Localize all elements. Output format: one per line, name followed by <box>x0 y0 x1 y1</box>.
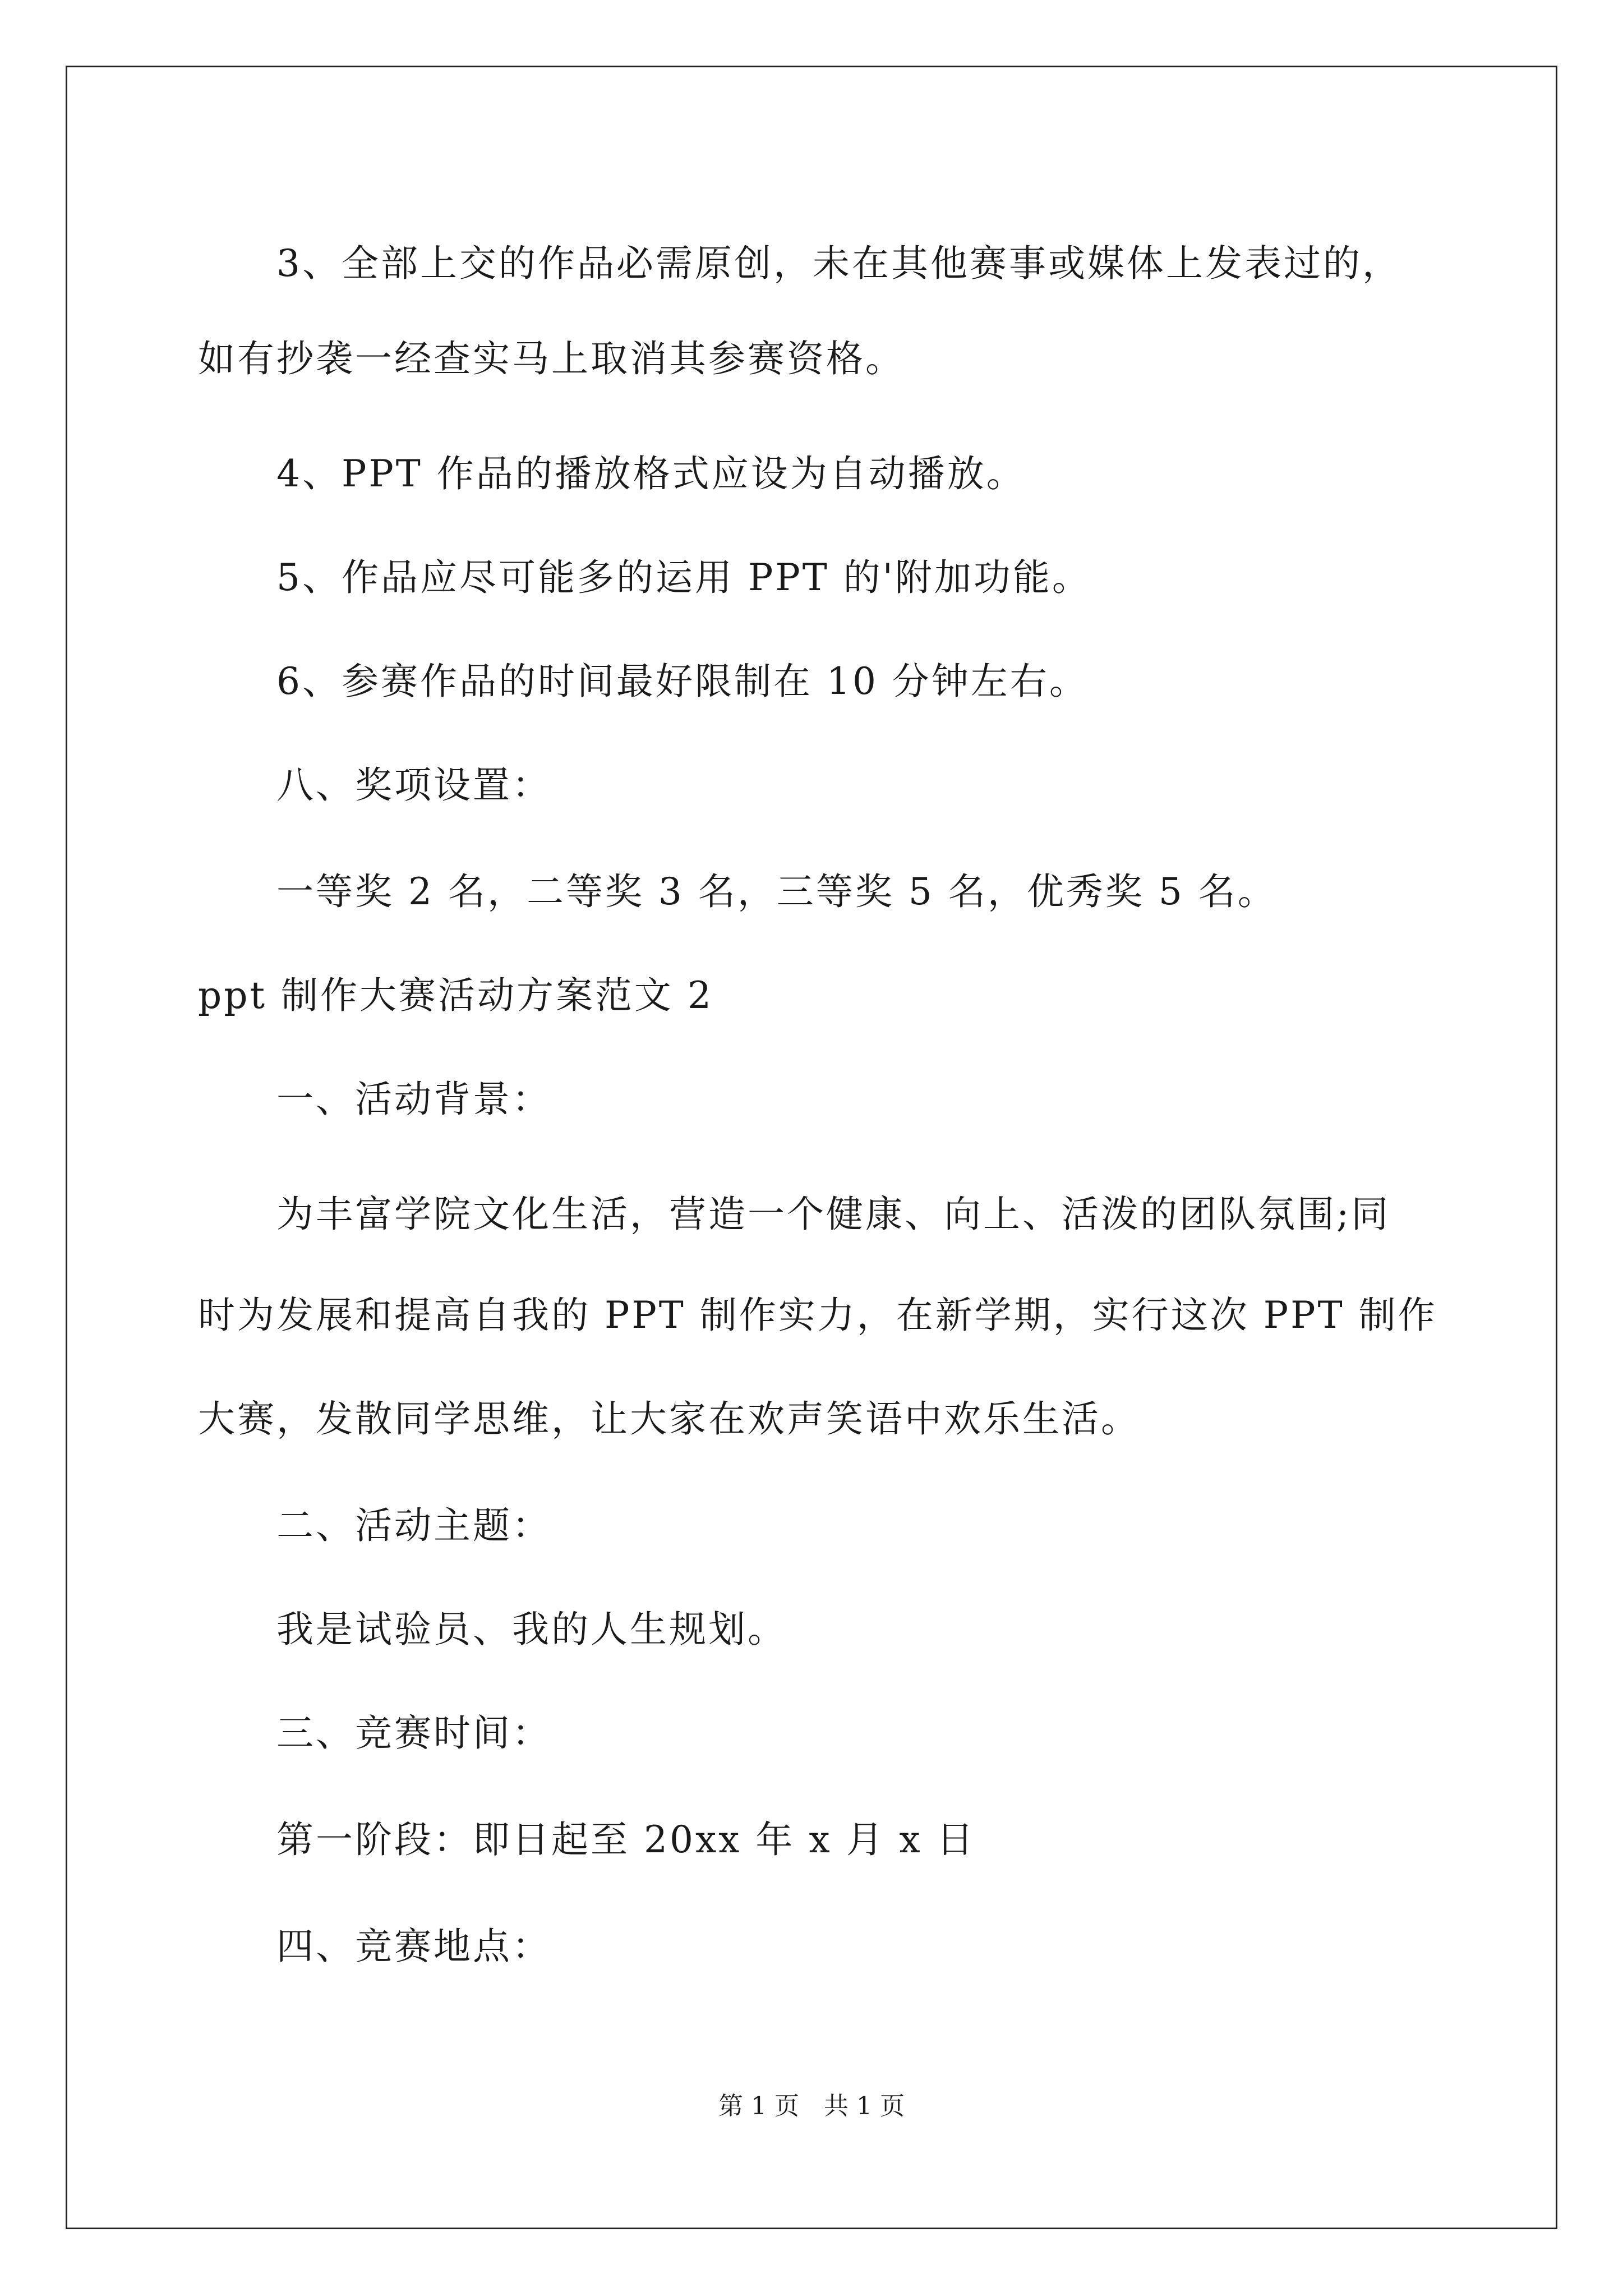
section-heading: 一、活动背景： <box>198 1078 551 1121</box>
page-footer: 第 1 页 共 1 页 <box>718 2092 905 2120</box>
text-line: 4、PPT 作品的播放格式应设为自动播放。 <box>198 452 1026 495</box>
text-line: 时为发展和提高自我的 PPT 制作实力，在新学期，实行这次 PPT 制作 <box>198 1294 1437 1337</box>
text-line: 我是试验员、我的人生规划。 <box>198 1608 787 1651</box>
section-heading: 四、竞赛地点： <box>198 1925 551 1968</box>
section-heading: 三、竞赛时间： <box>198 1711 551 1755</box>
text-line: 如有抄袭一经查实马上取消其参赛资格。 <box>198 337 905 380</box>
text-line: 一等奖 2 名，二等奖 3 名，三等奖 5 名，优秀奖 5 名。 <box>198 870 1277 913</box>
text-line: 5、作品应尽可能多的运用 PPT 的'附加功能。 <box>198 556 1091 599</box>
text-line: 6、参赛作品的时间最好限制在 10 分钟左右。 <box>198 660 1089 703</box>
text-line: 为丰富学院文化生活，营造一个健康、向上、活泼的团队氛围;同 <box>198 1193 1391 1236</box>
section-heading: 八、奖项设置： <box>198 763 551 807</box>
text-line: 第一阶段：即日起至 20xx 年 x 月 x 日 <box>198 1818 976 1861</box>
document-subtitle: ppt 制作大赛活动方案范文 2 <box>198 974 713 1017</box>
text-line: 大赛，发散同学思维，让大家在欢声笑语中欢乐生活。 <box>198 1397 1140 1441</box>
page-border <box>66 66 1557 2229</box>
section-heading: 二、活动主题： <box>198 1504 551 1547</box>
text-line: 3、全部上交的作品必需原创，未在其他赛事或媒体上发表过的， <box>198 242 1401 285</box>
